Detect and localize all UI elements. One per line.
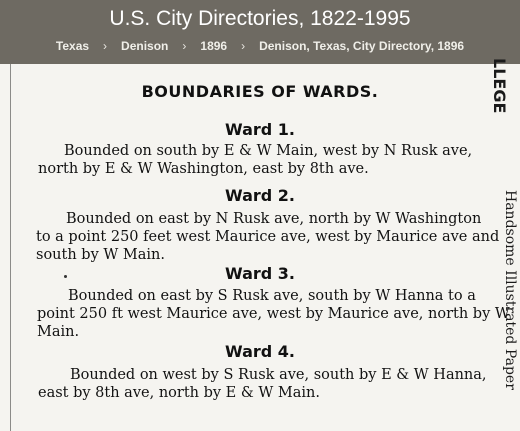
ward-1-line-2: north by E & W Washington, east by 8th ave. xyxy=(38,161,369,177)
collection-title[interactable]: U.S. City Directories, 1822-1995 xyxy=(109,7,411,30)
breadcrumb xyxy=(0,39,520,53)
ward-2-line-1: Bounded on east by N Rusk ave, north by W Washington xyxy=(66,211,482,227)
ward-2-line-2: to a point 250 feet west Maurice ave, west by Maurice ave and xyxy=(36,229,500,245)
ward-4-line-2: east by 8th ave, north by E & W Main. xyxy=(38,385,320,401)
top-bar xyxy=(0,0,520,64)
ward-1-line-1: Bounded on south by E & W Main, west by N Rusk ave, xyxy=(64,143,473,159)
page-heading: BOUNDARIES OF WARDS. xyxy=(141,82,379,101)
chevron-right-icon: › xyxy=(241,39,246,53)
ward-4-title: Ward 4. xyxy=(225,342,295,361)
breadcrumb-1896[interactable]: 1896 xyxy=(200,39,228,53)
chevron-right-icon: › xyxy=(103,39,108,53)
breadcrumb-denison[interactable]: Denison xyxy=(121,39,169,53)
ward-3-line-1: Bounded on east by S Rusk ave, south by W Hanna to a xyxy=(68,288,476,304)
ward-3-line-3: Main. xyxy=(37,324,80,340)
ward-2-title: Ward 2. xyxy=(225,186,295,205)
ward-2-line-3: south by W Main. xyxy=(36,247,165,263)
breadcrumb-directory[interactable]: Denison, Texas, City Directory, 1896 xyxy=(259,39,465,53)
ward-1-title: Ward 1. xyxy=(225,120,295,139)
ward-3-title: Ward 3. xyxy=(225,264,295,283)
margin-top-text: LLEGE xyxy=(490,58,509,114)
ward-3-line-2: point 250 ft west Maurice ave, west by Maurice ave, north by W xyxy=(37,306,510,322)
margin-advert-text: Handsome Illustrated Paper xyxy=(502,190,518,390)
chevron-right-icon: › xyxy=(182,39,187,53)
ward-4-line-1: Bounded on west by S Rusk ave, south by E & W Hanna, xyxy=(70,367,487,383)
breadcrumb-texas[interactable]: Texas xyxy=(55,39,90,53)
